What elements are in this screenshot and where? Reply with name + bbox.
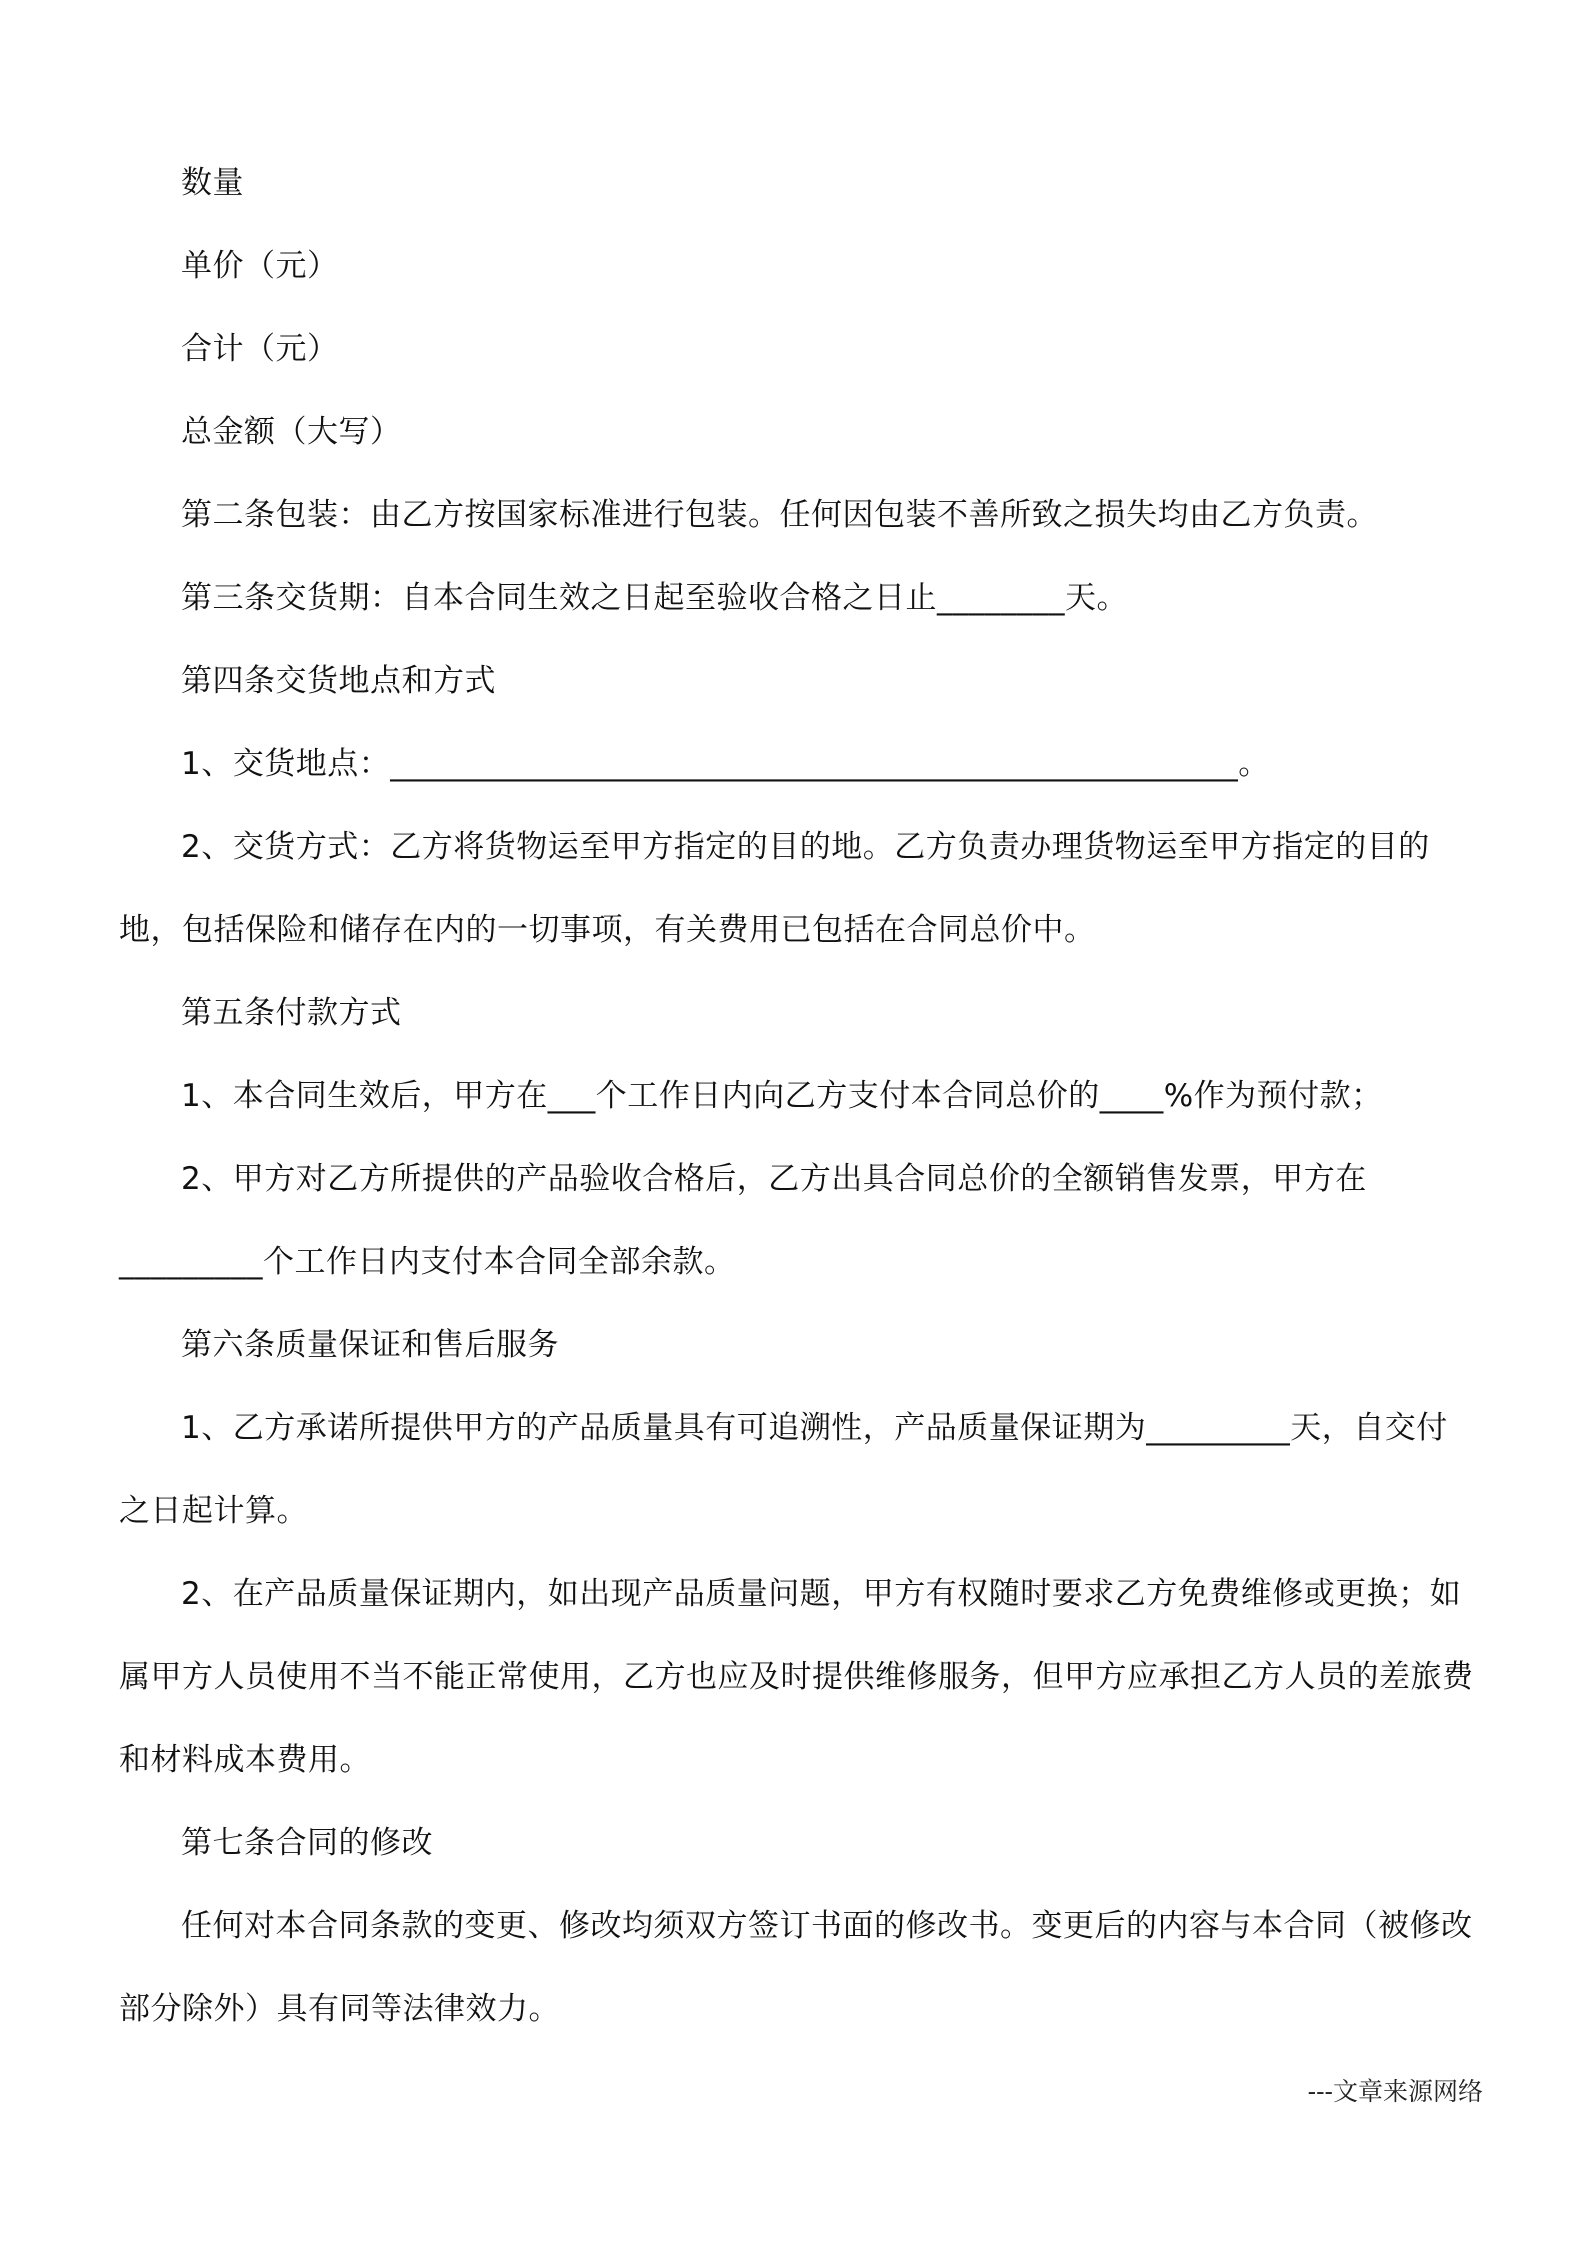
clause-7-heading: 第七条合同的修改 — [181, 1825, 433, 1861]
clause-6-heading: 第六条质量保证和售后服务 — [181, 1327, 559, 1363]
paragraph-total-amount: 总金额（大写） — [181, 414, 402, 450]
source-footer: ---文章来源网络 — [1307, 2077, 1483, 2106]
clause-4-heading: 第四条交货地点和方式 — [181, 663, 496, 699]
clause-5-heading: 第五条付款方式 — [181, 995, 402, 1031]
clause-4-item-2: 2、交货方式：乙方将货物运至甲方指定的目的地。乙方负责办理货物运至甲方指定的目的地，包括保险和储存在内的一切事项，有关费用已包括在合同总价中。 — [119, 829, 1430, 948]
clause-7-body: 任何对本合同条款的变更、修改均须双方签订书面的修改书。变更后的内容与本合同（被修改部分除外）具有同等法律效力。 — [119, 1908, 1473, 2027]
clause-4-item-1: 1、交货地点：_____________________________________________________。 — [181, 746, 1270, 782]
clause-6-item-2: 2、在产品质量保证期内，如出现产品质量问题，甲方有权随时要求乙方免费维修或更换；如属甲方人员使用不当不能正常使用，乙方也应及时提供维修服务，但甲方应承担乙方人员的差旅费和材料成本费用。 — [119, 1576, 1474, 1778]
clause-6-item-1: 1、乙方承诺所提供甲方的产品质量具有可追溯性，产品质量保证期为_________天，自交付之日起计算。 — [119, 1410, 1448, 1529]
document-body — [119, 142, 1479, 2051]
paragraph-subtotal: 合计（元） — [181, 331, 339, 367]
clause-2-packaging: 第二条包装：由乙方按国家标准进行包装。任何因包装不善所致之损失均由乙方负责。 — [181, 497, 1378, 533]
clause-5-item-2: 2、甲方对乙方所提供的产品验收合格后，乙方出具合同总价的全额销售发票，甲方在_________个工作日内支付本合同全部余款。 — [119, 1161, 1367, 1280]
clause-5-item-1: 1、本合同生效后，甲方在___个工作日内向乙方支付本合同总价的____%作为预付款； — [181, 1078, 1383, 1114]
clause-3-delivery-period: 第三条交货期：自本合同生效之日起至验收合格之日止________天。 — [181, 580, 1128, 616]
paragraph-quantity: 数量 — [181, 165, 244, 201]
paragraph-unit-price: 单价（元） — [181, 248, 339, 284]
